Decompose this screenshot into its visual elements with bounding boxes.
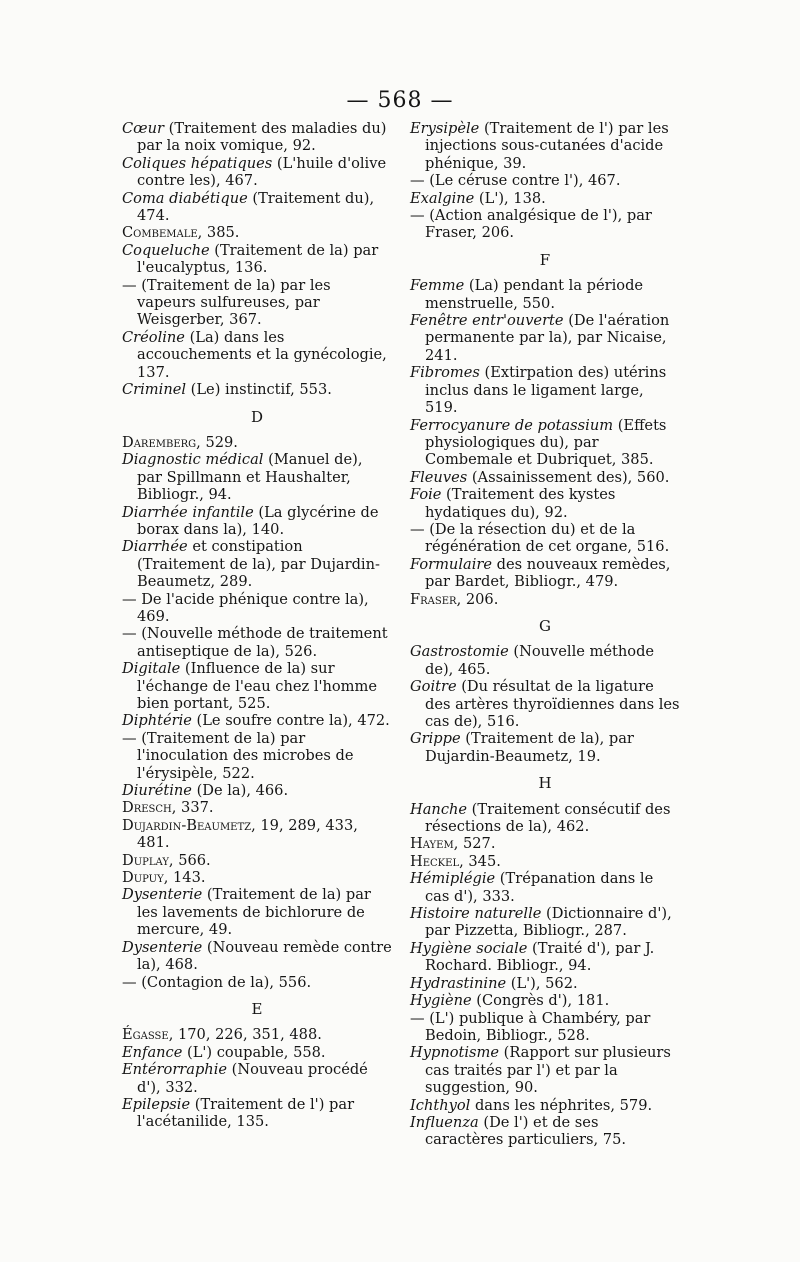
index-entry (410, 940, 680, 975)
entry-text: (La glycérine de borax dans la), 140. (137, 503, 379, 538)
entry-text: (Traitement des maladies du) par la noix vomique, 92. (137, 120, 387, 155)
entry-text: (De l') et de ses caractères particuliers, 75. (425, 1113, 627, 1149)
entry-term: Fenêtre entr'ouverte (410, 312, 564, 330)
entry-term: Gastrostomie (410, 643, 509, 661)
index-entry (122, 1044, 392, 1061)
index-entry (122, 190, 392, 225)
entry-text: , 385. (197, 224, 240, 242)
entry-text: — (L') publique à Chambéry, par Bedoin, Bibliogr., 528. (410, 1009, 651, 1044)
entry-text: (Le soufre contre la), 472. (191, 712, 390, 730)
entry-text: — (Traitement de la) par les vapeurs sulfureuses, par Weisgerber, 367. (122, 276, 331, 329)
entry-term: Entérorraphie (122, 1061, 228, 1079)
entry-term: Diphtérie (122, 712, 192, 730)
index-entry (410, 521, 680, 556)
entry-term: Digitale (122, 660, 181, 678)
index-entry (410, 190, 680, 207)
entry-term: Diarrhée infantile (122, 503, 254, 521)
entry-term: Cœur (122, 120, 164, 137)
index-entry (410, 469, 680, 486)
index-entry (410, 556, 680, 591)
index-entry (122, 817, 392, 852)
index-entry (122, 591, 392, 626)
entry-term: Histoire naturelle (410, 905, 542, 923)
index-entry (122, 1096, 392, 1131)
entry-term: Ferrocyanure de potassium (410, 416, 614, 434)
entry-text: (Manuel de), par Spillmann et Haushalter, Bibliogr., 94. (137, 451, 363, 504)
section-letter: D (250, 407, 264, 426)
entry-text: dans les néphrites, 579. (470, 1096, 653, 1114)
entry-text: , 529. (196, 433, 238, 451)
entry-term: Créoline (122, 328, 185, 346)
entry-term: Dysenterie (122, 938, 203, 956)
index-entry (410, 730, 680, 765)
index-entry (410, 992, 680, 1009)
index-entry (410, 678, 680, 730)
entry-author-name: Dresch (122, 799, 172, 817)
index-entry (122, 381, 392, 398)
entry-text: (La) pendant la période menstruelle, 550. (425, 277, 644, 312)
entry-term: Femme (410, 277, 465, 295)
index-entry (122, 504, 392, 539)
index-entry (122, 869, 392, 886)
entry-text: (Traitement de la), par Dujardin-Beaumetz, 19. (425, 730, 634, 765)
entry-text: , 19, 289, 433, 481. (137, 816, 358, 852)
entry-term: Hanche (410, 800, 468, 818)
entry-text: , 143. (163, 869, 206, 887)
entry-text: (De la), 466. (191, 782, 289, 800)
index-entry (410, 870, 680, 905)
entry-text: — (Nouvelle méthode de traitement antiseptique de la), 526. (122, 625, 388, 660)
entry-term: Diagnostic médical (122, 451, 264, 469)
entry-term: Coliques hépatiques (122, 154, 273, 172)
entry-term: Hypnotisme (410, 1044, 499, 1062)
index-entry (122, 799, 392, 816)
entry-text: des nouveaux remèdes, par Bardet, Bibliogr., 479. (425, 555, 671, 591)
entry-term: Dysenterie (122, 886, 203, 904)
entry-term: Hydrastinine (410, 974, 507, 992)
entry-term: Diurétine (122, 782, 192, 800)
section-letter: E (251, 999, 263, 1018)
entry-text: , 345. (459, 852, 501, 870)
entry-text: , 170, 226, 351, 488. (168, 1026, 322, 1044)
entry-text: (Nouvelle méthode de), 465. (425, 643, 655, 678)
entry-term: Hémiplégie (410, 870, 496, 888)
entry-text: (Le) instinctif, 553. (186, 381, 332, 399)
index-entry (122, 224, 392, 241)
index-entry (122, 782, 392, 799)
entry-text: (Dictionnaire d'), par Pizzetta, Bibliogr., 287. (425, 905, 672, 940)
index-entry (410, 207, 680, 242)
entry-text: (Traitement du), 474. (137, 189, 375, 225)
entry-term: Influenza (410, 1113, 479, 1131)
entry-author-name: Duplay (122, 851, 169, 869)
entry-author-name: Daremberg (122, 433, 197, 451)
index-entry (122, 660, 392, 712)
entry-text: (Trépanation dans le cas d'), 333. (425, 870, 654, 905)
entry-term: Erysipèle (410, 120, 480, 137)
entry-text: , 206. (456, 590, 499, 608)
entry-term: Coma diabétique (122, 189, 248, 207)
index-entry (410, 364, 680, 416)
entry-text: — (Le céruse contre l'), 467. (410, 172, 621, 190)
entry-author-name: Heckel (410, 852, 460, 870)
entry-author-name: Combemale (122, 224, 198, 242)
entry-term: Ichthyol (410, 1096, 471, 1114)
index-entry (410, 835, 680, 852)
index-entry (410, 591, 680, 608)
index-entry (122, 434, 392, 451)
entry-term: Fleuves (410, 468, 468, 486)
entry-text: (Assainissement des), 560. (467, 468, 670, 486)
index-entry (410, 801, 680, 836)
index-entry (122, 712, 392, 729)
index-entry (410, 643, 680, 678)
entry-term: Foie (410, 486, 442, 504)
entry-text: , 527. (453, 835, 496, 853)
entry-author-name: Égasse (122, 1026, 169, 1044)
entry-text: — (Traitement de la) par l'inoculation des microbes de l'érysipèle, 522. (122, 729, 354, 782)
entry-text: (Traitement de l') par les injections sous-cutanées d'acide phénique, 39. (425, 120, 669, 172)
entry-text: (L'huile d'olive contre les), 467. (137, 154, 387, 190)
entry-text: (Influence de la) sur l'échange de l'eau chez l'homme bien portant, 525. (137, 660, 377, 712)
index-entry (122, 852, 392, 869)
entry-term: Coqueluche (122, 241, 210, 259)
index-entry (122, 277, 392, 329)
entry-author-name: Dupuy (122, 869, 164, 887)
entry-text: — (Action analgésique de l'), par Fraser, 206. (410, 207, 652, 242)
index-entry (122, 329, 392, 381)
index-entry (410, 277, 680, 312)
entry-author-name: Hayem (410, 835, 454, 853)
entry-text: (Traitement de la) par l'eucalyptus, 136. (137, 241, 379, 277)
index-entry (122, 242, 392, 277)
entry-text: (Nouveau procédé d'), 332. (137, 1061, 368, 1096)
entry-text: — (Contagion de la), 556. (122, 973, 312, 991)
entry-term: Goitre (410, 678, 457, 696)
index-entry (410, 1010, 680, 1045)
entry-text: (La) dans les accouchements et la gynécologie, 137. (137, 328, 387, 381)
index-entry (410, 1044, 680, 1096)
index-entry (410, 905, 680, 940)
entry-text: (De l'aération permanente par la), par Nicaise, 241. (425, 312, 670, 364)
entry-text: (Du résultat de la ligature des artères thyroïdiennes dans les cas de), 516. (425, 678, 680, 730)
entry-term: Grippe (410, 730, 461, 748)
index-entry (122, 1026, 392, 1043)
entry-text: (Traitement des kystes hydatiques du), 92. (425, 486, 616, 521)
entry-term: Enfance (122, 1043, 183, 1061)
index-entry (122, 730, 392, 782)
entry-text: (Rapport sur plusieurs cas traités par l') et par la suggestion, 90. (425, 1044, 671, 1097)
index-entry (410, 1114, 680, 1149)
entry-text: et constipation (Traitement de la), par Dujardin-Beaumetz, 289. (137, 538, 380, 591)
entry-text: — (De la résection du) et de la régénération de cet organe, 516. (410, 520, 670, 556)
index-entry (122, 538, 392, 590)
entry-text: (L'), 562. (506, 974, 578, 992)
entry-text: (Nouveau remède contre la), 468. (137, 938, 392, 974)
entry-text: (Traitement de la) par les lavements de bichlorure de mercure, 49. (137, 886, 371, 939)
entry-author-name: Fraser (410, 590, 457, 608)
index-entry (122, 886, 392, 938)
entry-text: (L') coupable, 558. (182, 1043, 326, 1061)
index-entry (410, 312, 680, 364)
entry-text: (Congrès d'), 181. (471, 992, 610, 1010)
index-entry (410, 486, 680, 521)
index-entry (122, 451, 392, 503)
entry-term: Diarrhée (122, 538, 188, 556)
entry-term: Exalgine (410, 189, 475, 207)
index-entry (122, 939, 392, 974)
entry-text: (Traitement de l') par l'acétanilide, 135. (137, 1095, 355, 1131)
index-column-left (122, 120, 392, 1131)
entry-term: Formulaire (410, 555, 492, 573)
entry-author-name: Dujardin-Beaumetz (122, 816, 252, 834)
entry-term: Epilepsie (122, 1095, 191, 1113)
entry-text: (Traité d'), par J. Rochard. Bibliogr., 94. (425, 939, 655, 975)
entry-term: Hygiène sociale (410, 939, 528, 957)
index-entry (122, 155, 392, 190)
index-entry (410, 120, 680, 172)
section-letter: H (538, 774, 552, 793)
entry-term: Criminel (122, 381, 187, 399)
entry-text: (Extirpation des) utérins inclus dans le ligament large, 519. (425, 364, 667, 417)
entry-text: (Effets physiologiques du), par Combemale et Dubriquet, 385. (425, 416, 667, 469)
index-entry (122, 120, 392, 155)
entry-text: — De l'acide phénique contre la), 469. (122, 590, 369, 625)
index-entry (410, 853, 680, 870)
section-letter: F (539, 250, 551, 269)
index-entry (410, 172, 680, 189)
entry-text: , 566. (168, 851, 211, 869)
index-entry (122, 974, 392, 991)
entry-term: Hygiène (410, 992, 472, 1010)
entry-text: , 337. (171, 799, 214, 817)
index-entry (410, 1097, 680, 1114)
index-entry (410, 975, 680, 992)
entry-term: Fibromes (410, 364, 480, 382)
entry-text: (L'), 138. (474, 189, 546, 207)
index-entry (410, 417, 680, 469)
index-entry (122, 1061, 392, 1096)
entry-text: (Traitement consécutif des résections de la), 462. (425, 800, 671, 836)
page-number: — 568 — (346, 88, 454, 113)
section-letter: G (539, 616, 551, 635)
index-entry (122, 625, 392, 660)
index-column-right (410, 120, 680, 1149)
